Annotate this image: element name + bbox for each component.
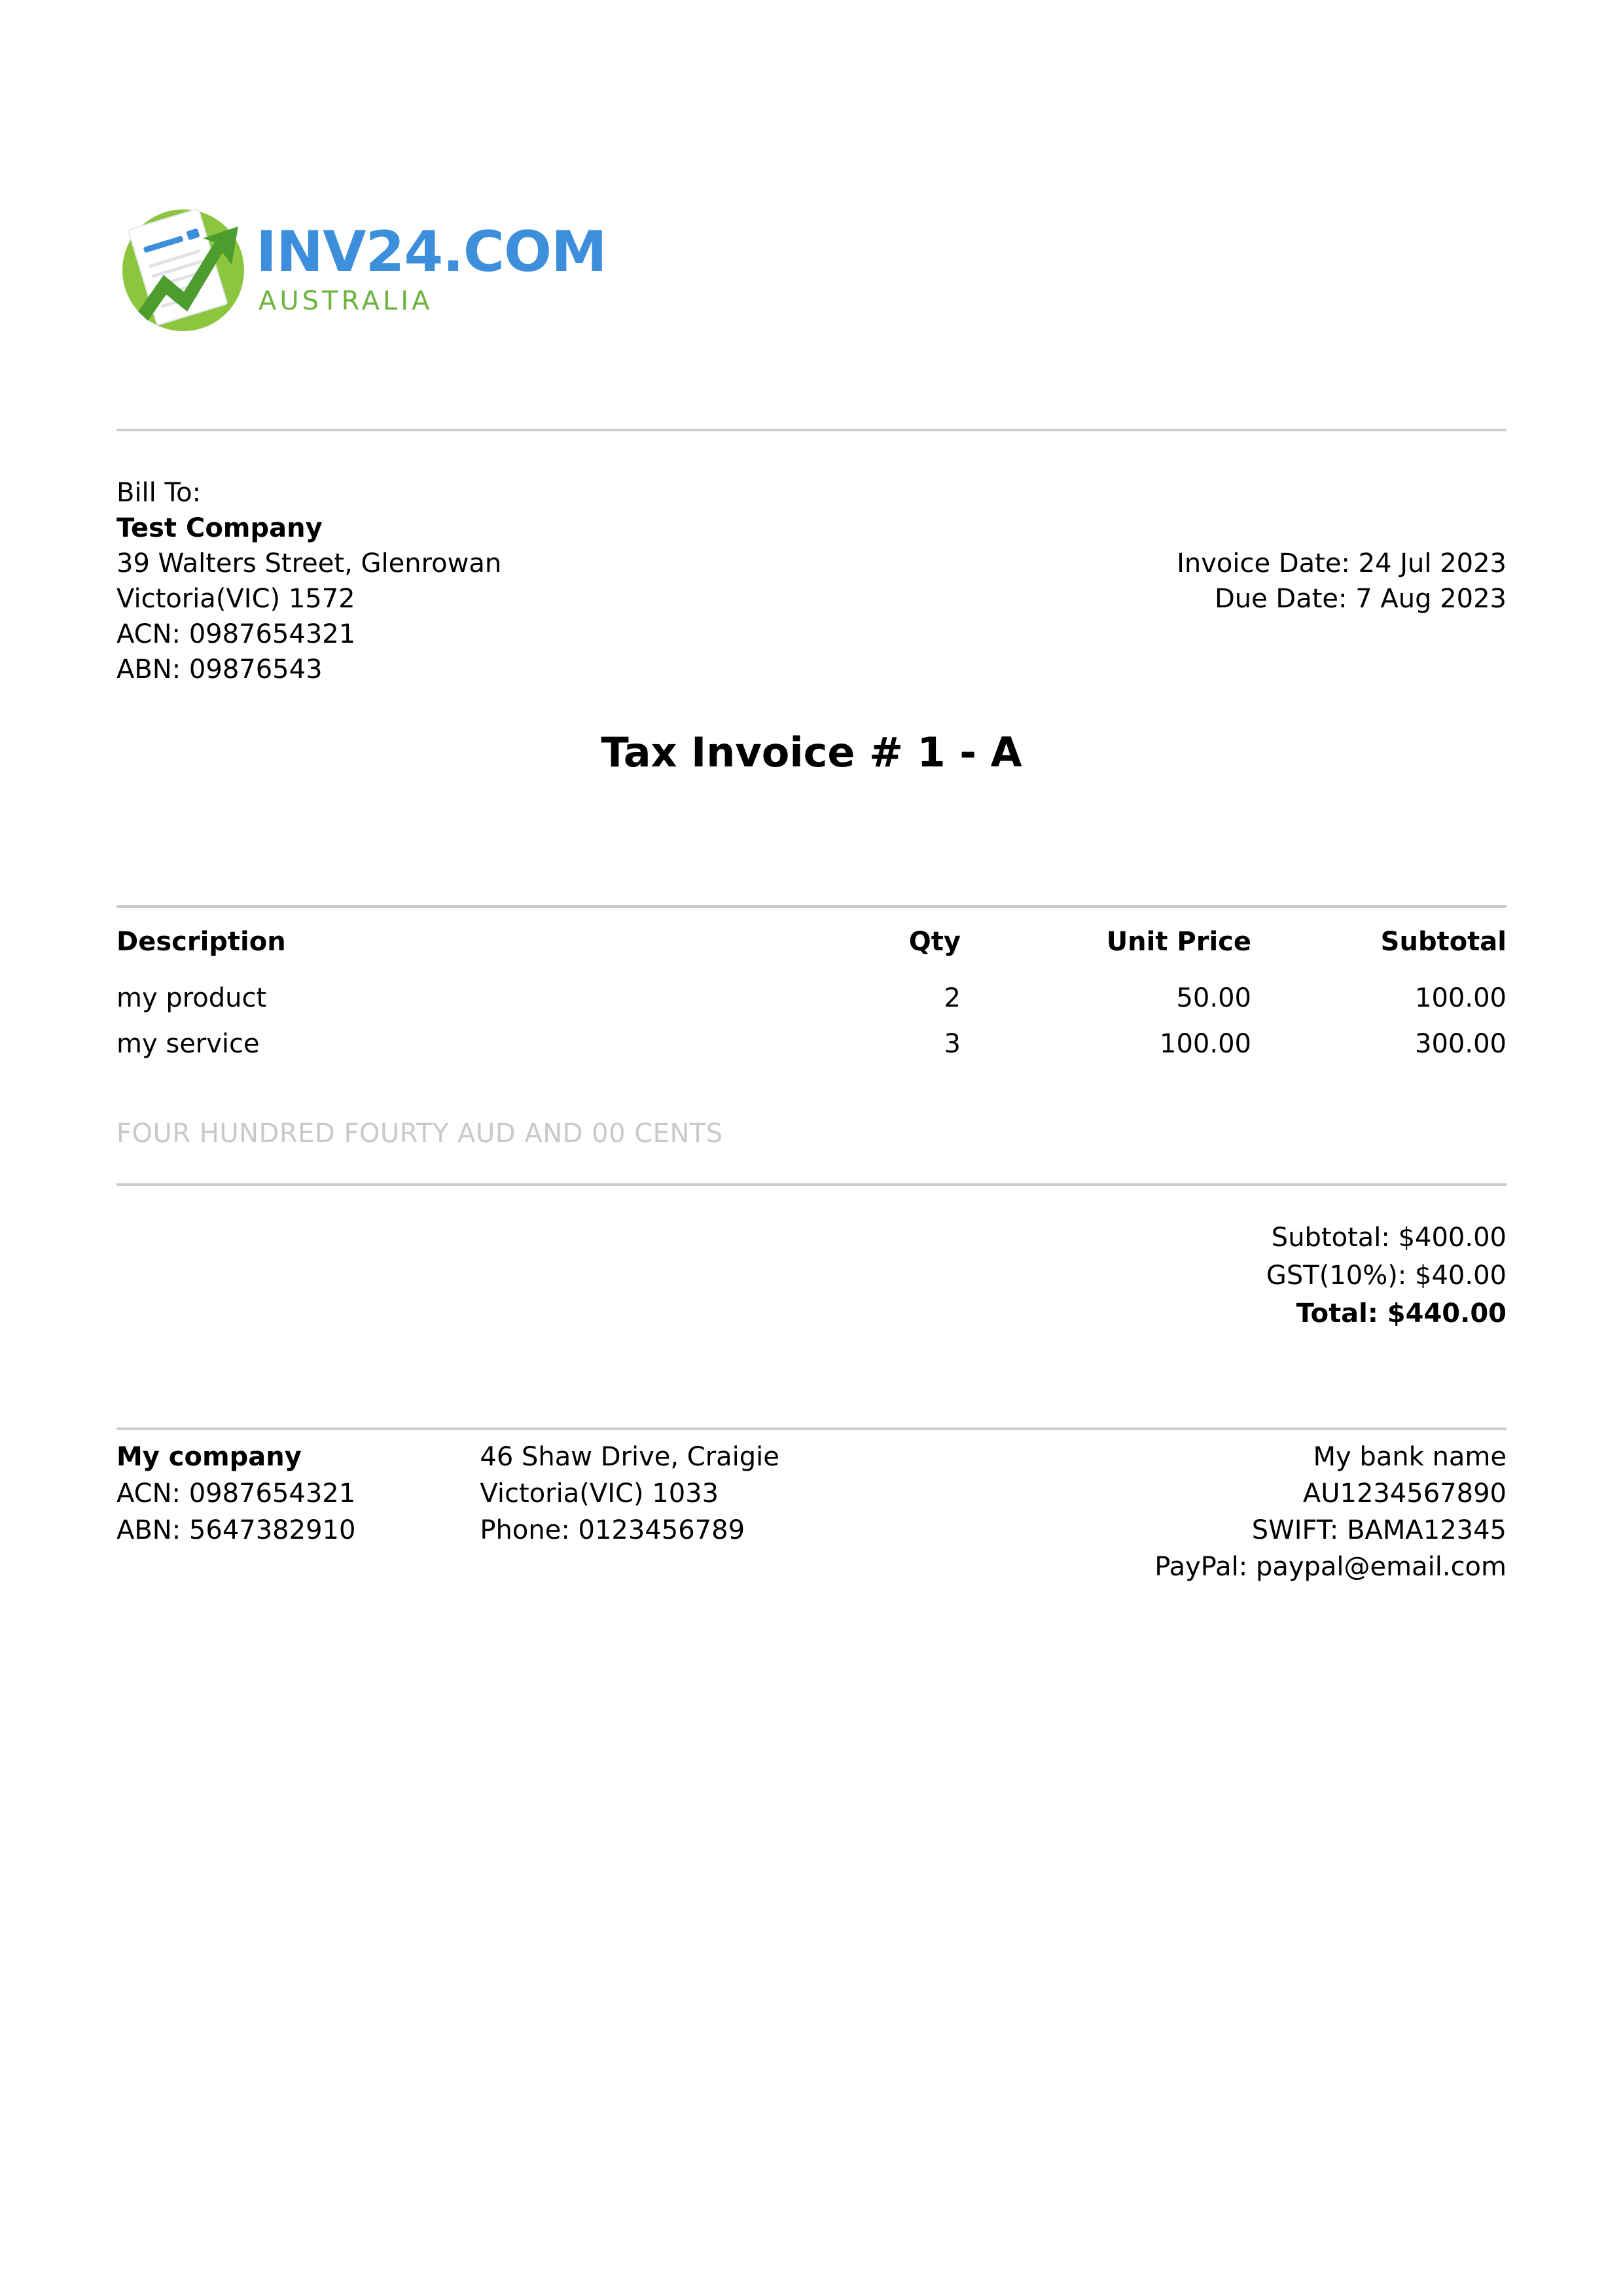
- bill-to-company: Test Company: [116, 513, 323, 543]
- invoice-footer: [116, 1439, 1507, 1585]
- table-top-divider: [116, 905, 1507, 908]
- footer-bank-account: AU1234567890: [1302, 1479, 1507, 1509]
- amount-in-words: FOUR HUNDRED FOURTY AUD AND 00 CENTS: [116, 1119, 723, 1149]
- footer-divider: [116, 1427, 1507, 1430]
- cell-qty: 3: [944, 1029, 961, 1059]
- footer-bank-block: [1154, 1439, 1507, 1585]
- table-header-row: [116, 919, 1507, 975]
- column-header-unit-price: Unit Price: [1106, 927, 1251, 957]
- brand-wordmark: [256, 219, 607, 316]
- header-divider: [116, 429, 1507, 431]
- column-header-subtotal: Subtotal: [1380, 927, 1507, 957]
- cell-subtotal: 100.00: [1415, 983, 1507, 1013]
- invoice-meta: [116, 475, 1507, 687]
- cell-description: my service: [116, 1029, 260, 1059]
- cell-subtotal: 300.00: [1415, 1029, 1507, 1059]
- table-row: [116, 1021, 1507, 1067]
- cell-qty: 2: [944, 983, 961, 1013]
- footer-phone: Phone: 0123456789: [480, 1515, 745, 1545]
- column-header-description: Description: [116, 927, 286, 957]
- bill-to-abn: ABN: 09876543: [116, 655, 323, 685]
- subtotal-amount: Subtotal: $400.00: [1271, 1223, 1507, 1253]
- footer-address-line1: 46 Shaw Drive, Craigie: [480, 1442, 779, 1472]
- brand-region: AUSTRALIA: [259, 285, 433, 316]
- footer-company-name: My company: [116, 1442, 302, 1472]
- footer-paypal: PayPal: paypal@email.com: [1154, 1552, 1507, 1582]
- bill-to-address-line2: Victoria(VIC) 1572: [116, 584, 355, 614]
- bill-to-label: Bill To:: [116, 478, 202, 508]
- invoice-date: Invoice Date: 24 Jul 2023: [1177, 548, 1507, 579]
- footer-company-acn: ACN: 0987654321: [116, 1479, 356, 1509]
- total-amount: Total: $440.00: [1296, 1299, 1507, 1329]
- totals-block: [1266, 1219, 1507, 1333]
- column-header-qty: Qty: [908, 927, 961, 957]
- invoice-growth-arrow-icon: [116, 202, 251, 336]
- due-date: Due Date: 7 Aug 2023: [1214, 584, 1507, 614]
- footer-contact-block: [480, 1439, 779, 1549]
- footer-bank-swift: SWIFT: BAMA12345: [1251, 1515, 1507, 1545]
- bill-to-block: [116, 475, 501, 687]
- gst-amount: GST(10%): $40.00: [1266, 1261, 1507, 1291]
- bill-to-acn: ACN: 0987654321: [116, 619, 356, 649]
- line-items-table: [116, 919, 1507, 1067]
- page-title: Tax Invoice # 1 - A: [601, 728, 1022, 776]
- footer-company-block: [116, 1439, 355, 1549]
- footer-bank-name: My bank name: [1313, 1442, 1507, 1472]
- brand-name: INV24.COM: [256, 219, 607, 285]
- brand-logo: [116, 202, 607, 336]
- table-row: [116, 975, 1507, 1021]
- bill-to-address-line1: 39 Walters Street, Glenrowan: [116, 548, 502, 579]
- cell-description: my product: [116, 983, 267, 1013]
- cell-unit-price: 50.00: [1176, 983, 1251, 1013]
- cell-unit-price: 100.00: [1160, 1029, 1251, 1059]
- footer-company-abn: ABN: 5647382910: [116, 1515, 356, 1545]
- invoice-dates-block: [1177, 546, 1507, 617]
- footer-address-line2: Victoria(VIC) 1033: [480, 1479, 719, 1509]
- totals-top-divider: [116, 1183, 1507, 1186]
